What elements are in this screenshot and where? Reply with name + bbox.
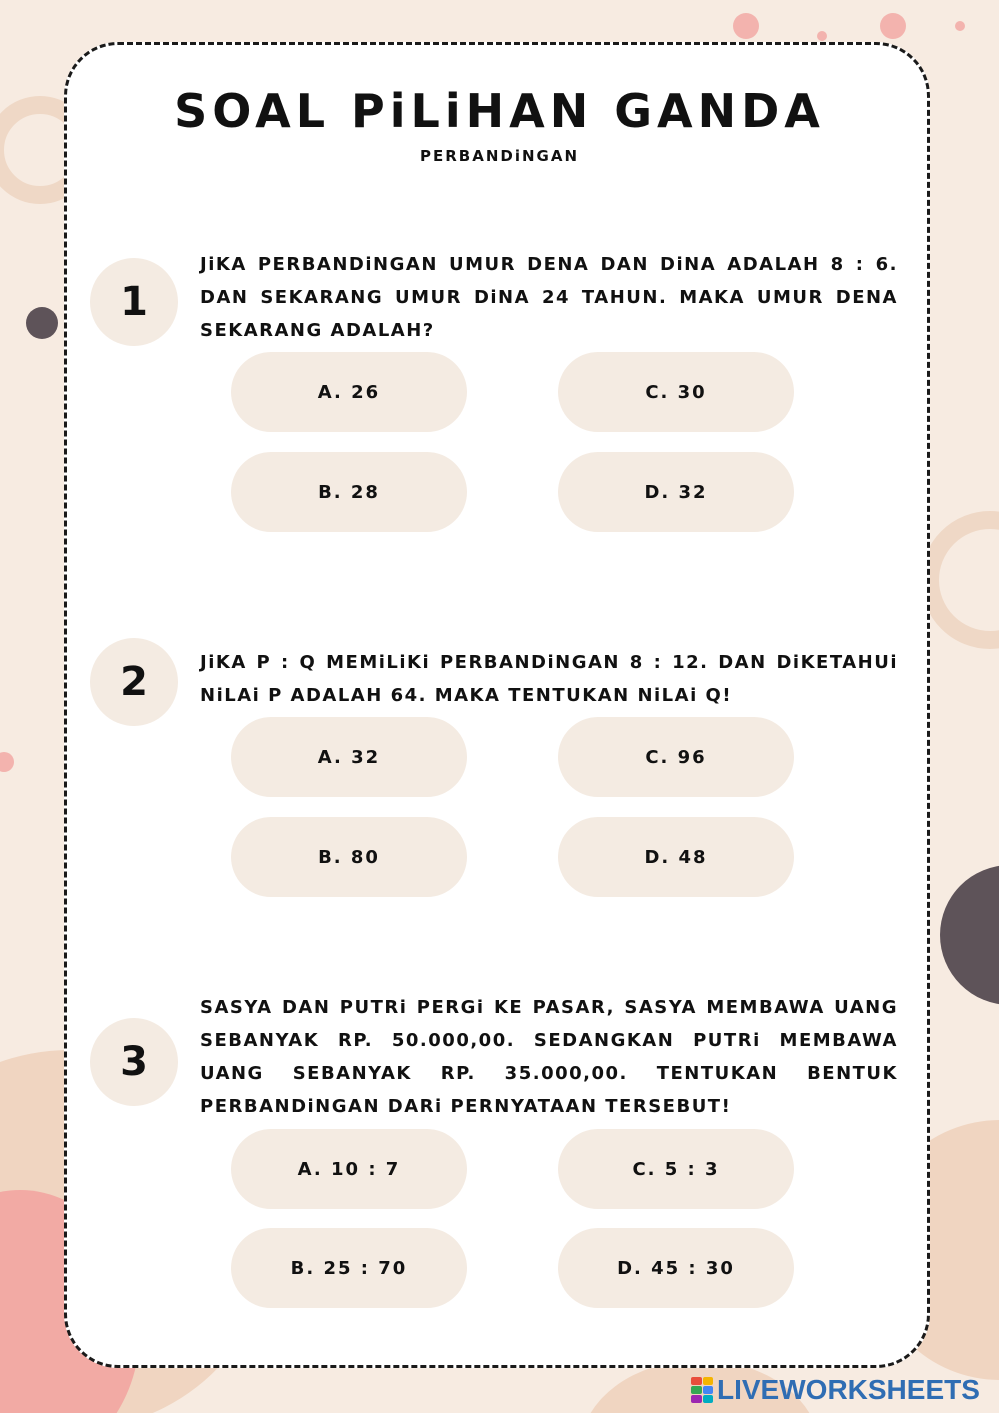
- question-text: JiKA PERBANDiNGAN UMUR DENA DAN DiNA ADALAH 8 : 6. DAN SEKARANG UMUR DiNA 24 TAHUN. MAKA UMUR DENA SEKARANG ADALAH?: [200, 254, 898, 341]
- option-a-button[interactable]: A. 10 : 7: [231, 1129, 467, 1209]
- option-c-button[interactable]: C. 30: [558, 352, 794, 432]
- liveworksheets-logo-icon: [691, 1377, 713, 1403]
- option-c-button[interactable]: C. 5 : 3: [558, 1129, 794, 1209]
- option-d-button[interactable]: D. 32: [558, 452, 794, 532]
- question-number-badge: 2: [90, 638, 178, 726]
- question-number-badge: 1: [90, 258, 178, 346]
- option-d-button[interactable]: D. 48: [558, 817, 794, 897]
- page-subtitle: PERBANDiNGAN: [419, 147, 579, 165]
- option-a-button[interactable]: A. 32: [231, 717, 467, 797]
- brand-name: LIVEWORKSHEETS: [717, 1374, 980, 1405]
- question-text: JiKA P : Q MEMiLiKi PERBANDiNGAN 8 : 12. DAN DiKETAHUi NiLAi P ADALAH 64. MAKA TENTUKAN NiLAi Q!: [200, 652, 898, 706]
- option-b-button[interactable]: B. 80: [231, 817, 467, 897]
- option-c-button[interactable]: C. 96: [558, 717, 794, 797]
- option-b-button[interactable]: B. 28: [231, 452, 467, 532]
- option-a-button[interactable]: A. 26: [231, 352, 467, 432]
- page-title: SOAL PiLiHAN GANDA: [174, 84, 825, 138]
- question-number-badge: 3: [90, 1018, 178, 1106]
- liveworksheets-logo[interactable]: [691, 1374, 980, 1406]
- option-b-button[interactable]: B. 25 : 70: [231, 1228, 467, 1308]
- option-d-button[interactable]: D. 45 : 30: [558, 1228, 794, 1308]
- question-text: SASYA DAN PUTRi PERGi KE PASAR, SASYA MEMBAWA UANG SEBANYAK RP. 50.000,00. SEDANGKAN PUTRi MEMBAWA UANG SEBANYAK RP. 35.000,00. TENTUKAN BENTUK PERBANDiNGAN DARi PERNYATAAN TERSEBUT!: [200, 997, 898, 1117]
